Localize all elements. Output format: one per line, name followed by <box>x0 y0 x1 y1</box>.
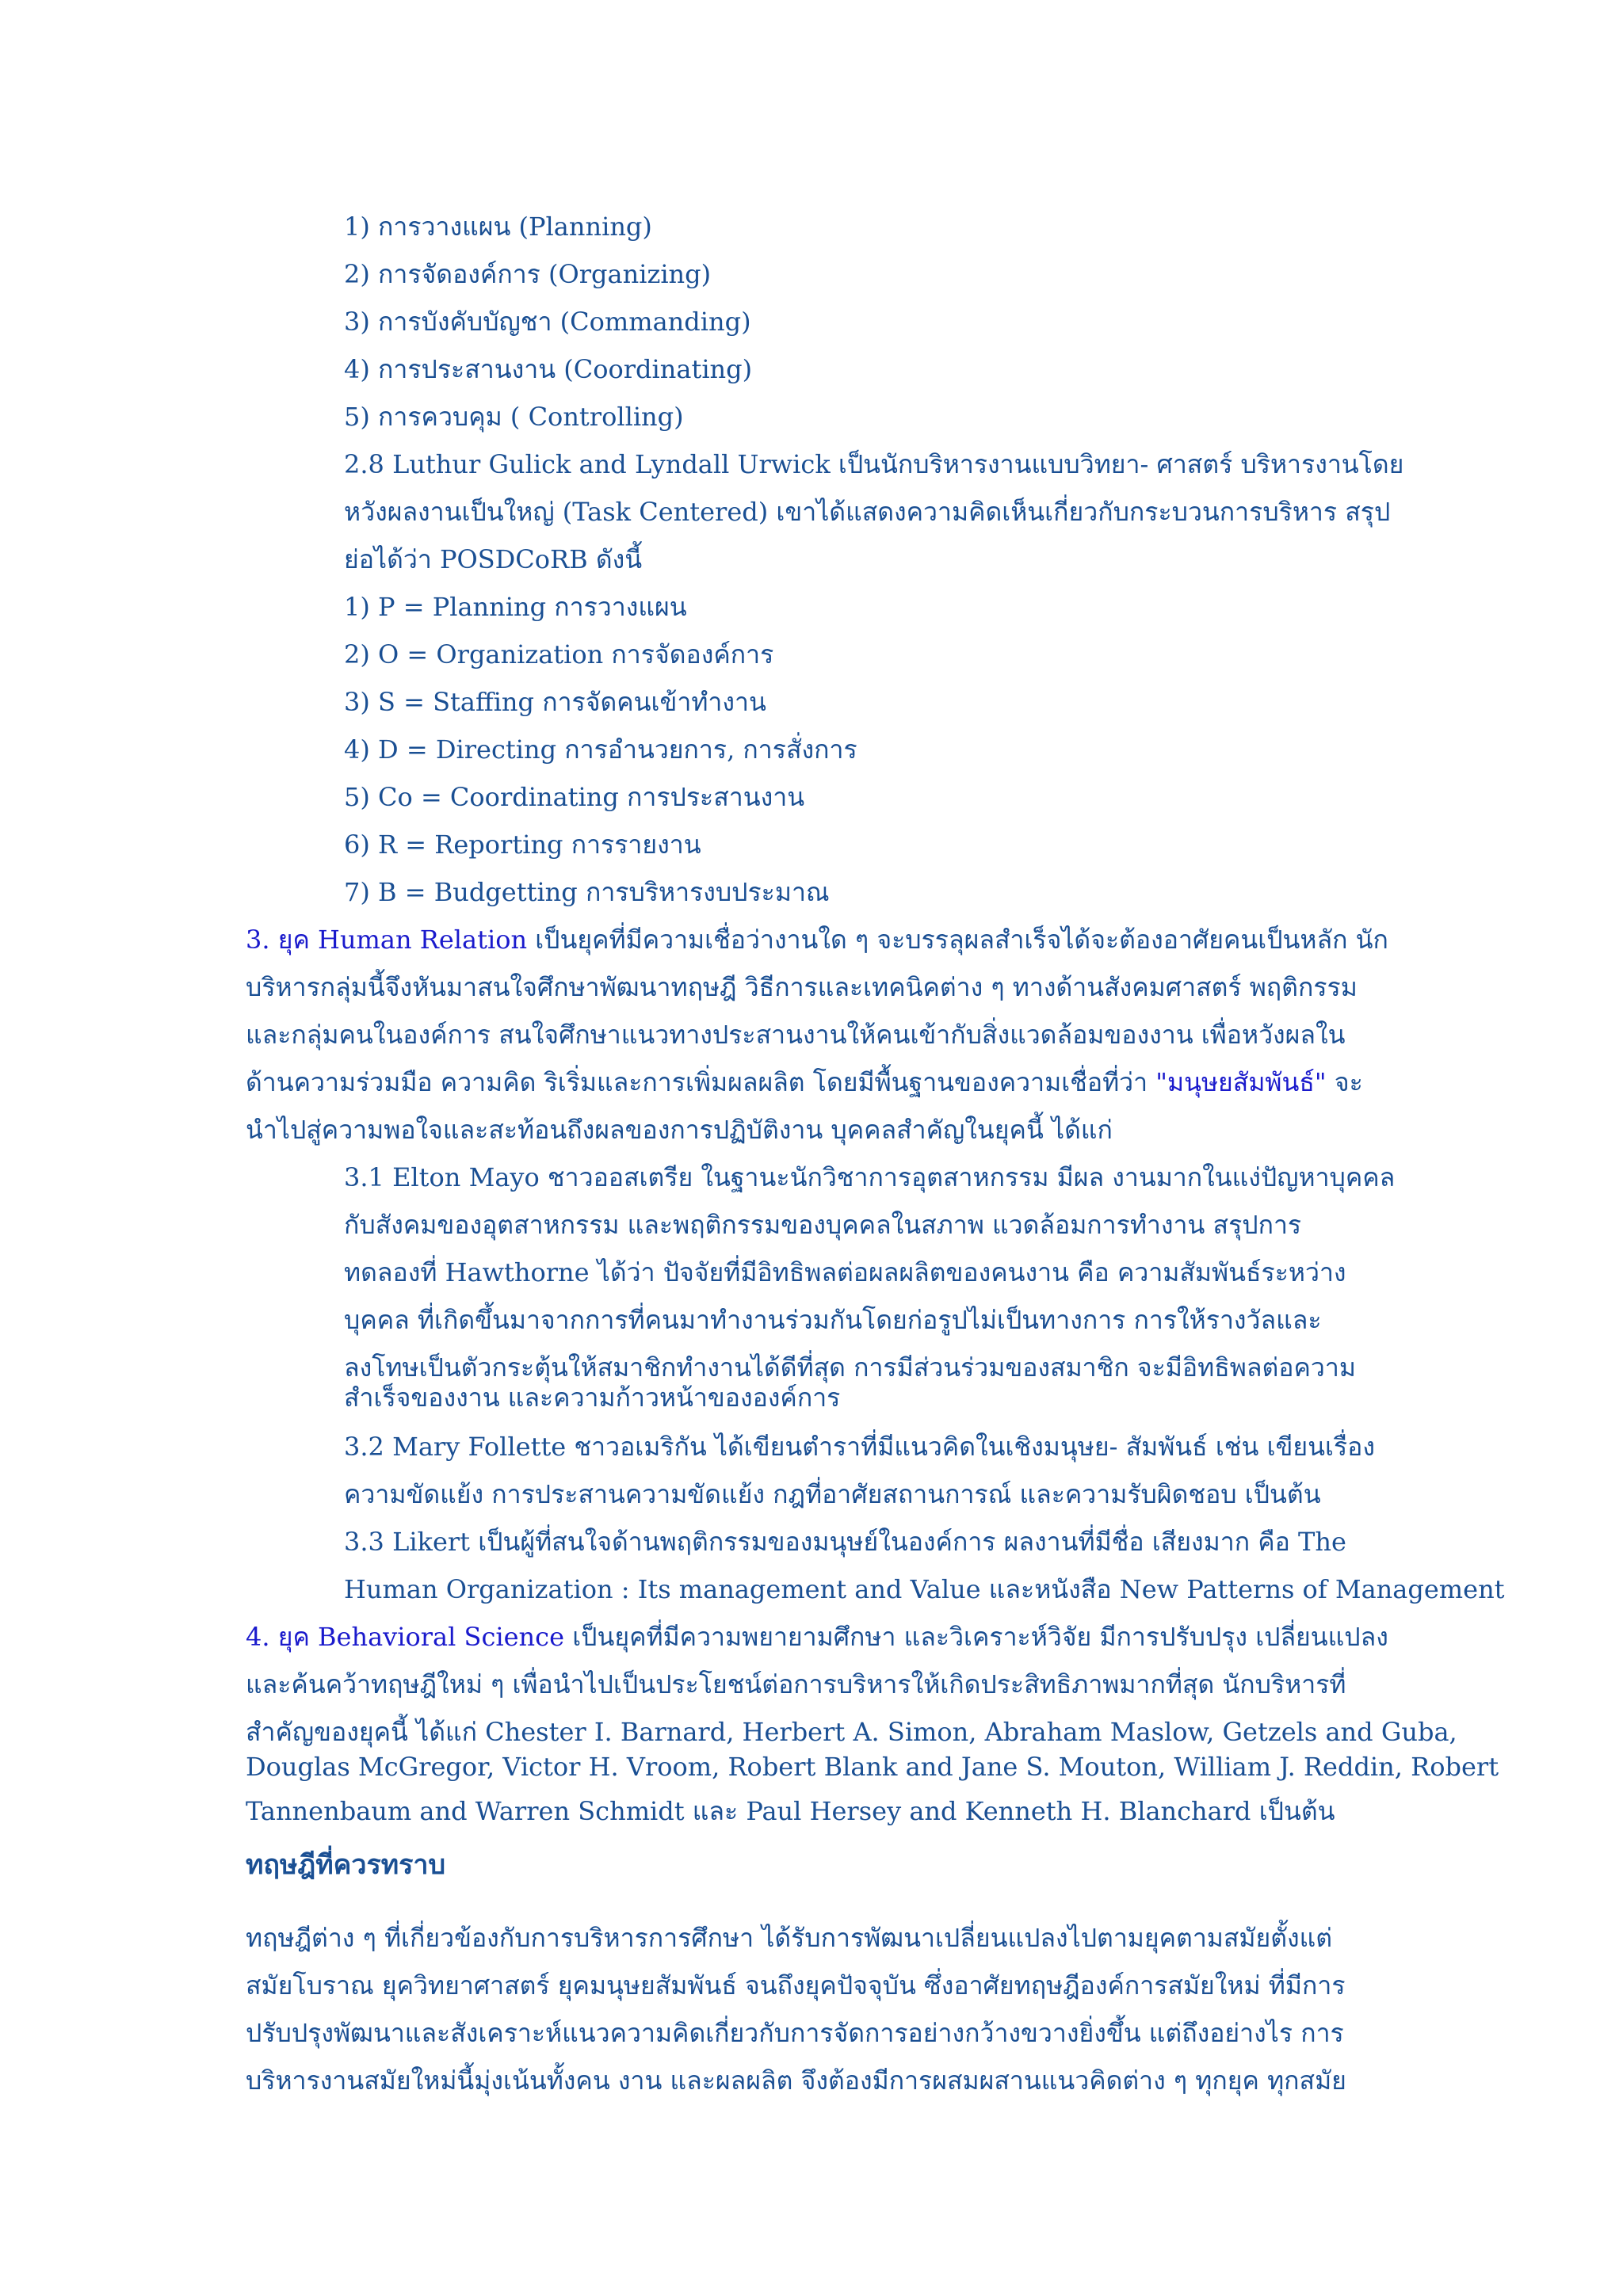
human-relation-text: เป็นยุคที่มีความเชื่อว่างานใด ๆ จะบรรลุผลสำเร็จได้จะต้องอาศัยคนเป็นหลัก นัก <box>527 925 1388 955</box>
behavioral-science-line: สำคัญของยุคนี้ ได้แก่ Chester I. Barnard, Herbert A. Simon, Abraham Maslow, Getzels and Guba, <box>246 1717 1457 1747</box>
fayol-item: 4) การประสานงาน (Coordinating) <box>344 354 753 384</box>
fayol-item: 5) การควบคุม ( Controlling) <box>344 402 684 432</box>
theory-paragraph-line: สมัยโบราณ ยุควิทยาศาสตร์ ยุคมนุษยสัมพันธ์ จนถึงยุคปัจจุบัน ซึ่งอาศัยทฤษฎีองค์การสมัยใหม่ ที่มีการ <box>246 1970 1346 2000</box>
human-relation-text: จะ <box>1326 1067 1363 1097</box>
behavioral-science-text: เป็นยุคที่มีความพยายามศึกษา และวิเคราะห์วิจัย มีการปรับปรุง เปลี่ยนแปลง <box>564 1622 1388 1652</box>
mayo-paragraph-line: ลงโทษเป็นตัวกระตุ้นให้สมาชิกทำงานได้ดีที่สุด การมีส่วนร่วมของสมาชิก จะมีอิทธิพลต่อความ <box>344 1352 1356 1383</box>
posdcorb-item: 4) D = Directing การอำนวยการ, การสั่งการ <box>344 734 857 765</box>
posdcorb-item: 6) R = Reporting การรายงาน <box>344 830 701 860</box>
theory-paragraph-line: ปรับปรุงพัฒนาและสังเคราะห์แนวความคิดเกี่ยวกับการจัดการอย่างกว้างขวางยิ่งขึ้น แต่ถึงอย่างไร การ <box>246 2018 1344 2048</box>
posdcorb-item: 1) P = Planning การวางแผน <box>344 592 687 622</box>
behavioral-science-line: Tannenbaum and Warren Schmidt และ Paul Hersey and Kenneth H. Blanchard เป็นต้น <box>246 1796 1335 1826</box>
theory-paragraph-line: ทฤษฎีต่าง ๆ ที่เกี่ยวข้องกับการบริหารการศึกษา ได้รับการพัฒนาเปลี่ยนแปลงไปตามยุคตามสมัยตั้งแต่ <box>246 1923 1333 1953</box>
gulick-paragraph-line: 2.8 Luthur Gulick and Lyndall Urwick เป็นนักบริหารงานแบบวิทยา- ศาสตร์ บริหารงานโดย <box>344 449 1404 479</box>
mayo-paragraph-line: สำเร็จของงาน และความก้าวหน้าขององค์การ <box>344 1383 841 1413</box>
mayo-paragraph-line: 3.1 Elton Mayo ชาวออสเตรีย ในฐานะนักวิชาการอุตสาหกรรม มีผล งานมากในแง่ปัญหาบุคคล <box>344 1162 1396 1192</box>
human-relation-line <box>246 1066 1363 1098</box>
theory-paragraph-line: บริหารงานสมัยใหม่นี้มุ่งเน้นทั้งคน งาน และผลผลิต จึงต้องมีการผสมผสานแนวคิดต่าง ๆ ทุกยุค ทุกสมัย <box>246 2065 1346 2096</box>
behavioral-science-line: และค้นคว้าทฤษฎีใหม่ ๆ เพื่อนำไปเป็นประโยชน์ต่อการบริหารให้เกิดประสิทธิภาพมากที่สุด นักบริหารที่ <box>246 1669 1346 1699</box>
gulick-paragraph-line: หวังผลงานเป็นใหญ่ (Task Centered) เขาได้แสดงความคิดเห็นเกี่ยวกับกระบวนการบริหาร สรุป <box>344 497 1391 527</box>
posdcorb-item: 7) B = Budgetting การบริหารงบประมาณ <box>344 877 830 907</box>
human-relation-line: บริหารกลุ่มนี้จึงหันมาสนใจศึกษาพัฒนาทฤษฎี วิธีการและเทคนิคต่าง ๆ ทางด้านสังคมศาสตร์ พฤติกรรม <box>246 972 1358 1002</box>
mayo-paragraph-line: ทดลองที่ Hawthorne ได้ว่า ปัจจัยที่มีอิทธิพลต่อผลผลิตของคนงาน คือ ความสัมพันธ์ระหว่าง <box>344 1257 1346 1287</box>
follette-paragraph-line: 3.2 Mary Follette ชาวอเมริกัน ได้เขียนตำราที่มีแนวคิดในเชิงมนุษย- สัมพันธ์ เช่น เขียนเรื่อง <box>344 1432 1375 1462</box>
behavioral-science-line <box>246 1621 1388 1653</box>
follette-paragraph-line: ความขัดแย้ง การประสานความขัดแย้ง กฎที่อาศัยสถานการณ์ และความรับผิดชอบ เป็นต้น <box>344 1479 1321 1509</box>
human-relation-line <box>246 924 1388 955</box>
mayo-paragraph-line: กับสังคมของอุตสาหกรรม และพฤติกรรมของบุคคลในสภาพ แวดล้อมการทำงาน สรุปการ <box>344 1210 1302 1240</box>
human-relations-term: "มนุษยสัมพันธ์" <box>1155 1067 1327 1097</box>
behavioral-science-label: 4. ยุค Behavioral Science <box>246 1622 565 1652</box>
gulick-paragraph-line: ย่อได้ว่า POSDCoRB ดังนี้ <box>344 544 643 574</box>
human-relation-label: 3. ยุค Human Relation <box>246 925 528 955</box>
fayol-item: 2) การจัดองค์การ (Organizing) <box>344 259 712 289</box>
section-heading: ทฤษฎีที่ควรทราบ <box>246 1849 446 1881</box>
posdcorb-item: 2) O = Organization การจัดองค์การ <box>344 639 774 669</box>
likert-paragraph-line: Human Organization : Its management and Value และหนังสือ New Patterns of Management <box>344 1574 1505 1604</box>
behavioral-science-line: Douglas McGregor, Victor H. Vroom, Robert Blank and Jane S. Mouton, William J. Reddin, Robert <box>246 1752 1499 1782</box>
mayo-paragraph-line: บุคคล ที่เกิดขึ้นมาจากการที่คนมาทำงานร่วมกันโดยก่อรูปไม่เป็นทางการ การให้รางวัลและ <box>344 1305 1322 1335</box>
human-relation-line: นำไปสู่ความพอใจและสะท้อนถึงผลของการปฏิบัติงาน บุคคลสำคัญในยุคนี้ ได้แก่ <box>246 1115 1113 1145</box>
human-relation-line: และกลุ่มคนในองค์การ สนใจศึกษาแนวทางประสานงานให้คนเข้ากับสิ่งแวดล้อมของงาน เพื่อหวังผลใน <box>246 1020 1346 1050</box>
human-relation-text: ด้านความร่วมมือ ความคิด ริเริ่มและการเพิ่มผลผลิต โดยมีพื้นฐานของความเชื่อที่ว่า <box>246 1067 1156 1097</box>
fayol-item: 3) การบังคับบัญชา (Commanding) <box>344 307 751 337</box>
likert-paragraph-line: 3.3 Likert เป็นผู้ที่สนใจด้านพฤติกรรมของมนุษย์ในองค์การ ผลงานที่มีชื่อ เสียงมาก คือ The <box>344 1527 1346 1557</box>
fayol-item: 1) การวางแผน (Planning) <box>344 212 652 242</box>
posdcorb-item: 3) S = Staffing การจัดคนเข้าทำงาน <box>344 687 766 717</box>
posdcorb-item: 5) Co = Coordinating การประสานงาน <box>344 782 805 812</box>
